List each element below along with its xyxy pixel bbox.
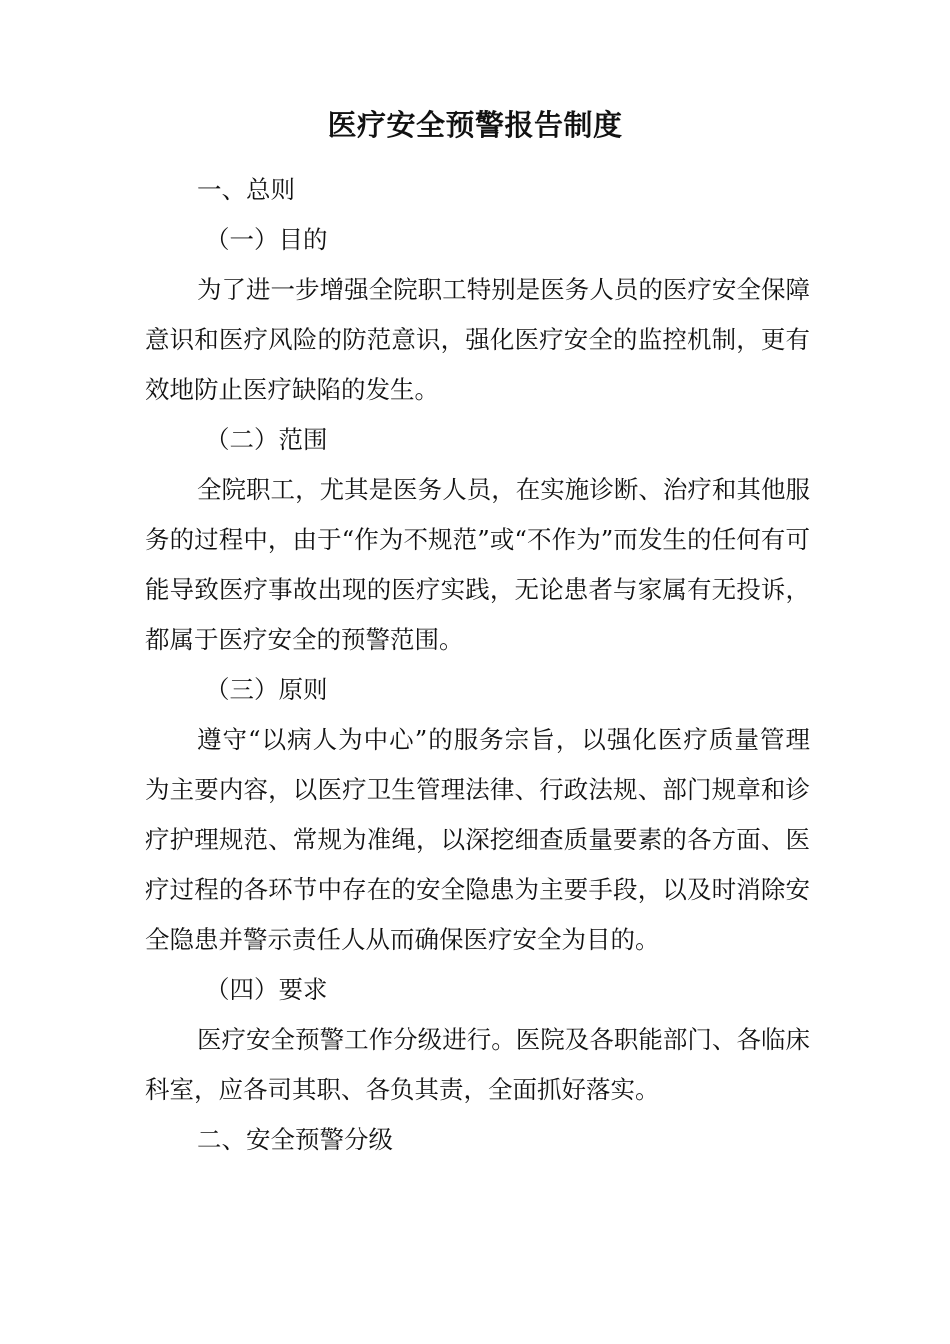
section-heading-levels: 二、安全预警分级 <box>197 1125 393 1154</box>
subsection-heading-principle: （三）原则 <box>205 675 328 704</box>
paragraph-principle: 遵守“以病人为中心”的服务宗旨，以强化医疗质量管理为主要内容，以医疗卫生管理法律、行政法规、部门规章和诊疗护理规范、常规为准绳，以深挖细查质量要素的各方面、医疗过程的各环节中存在的安全隐患为主要手段，以及时消除安全隐患并警示责任人从而确保医疗安全为目的。 <box>145 725 810 954</box>
subsection-heading-scope: （二）范围 <box>205 425 328 454</box>
section-heading-general: 一、总则 <box>197 175 295 204</box>
subsection-heading-purpose: （一）目的 <box>205 225 328 254</box>
paragraph-requirement: 医疗安全预警工作分级进行。医院及各职能部门、各临床科室，应各司其职、各负其责，全面抓好落实。 <box>145 1025 810 1104</box>
paragraph-purpose: 为了进一步增强全院职工特别是医务人员的医疗安全保障意识和医疗风险的防范意识，强化医疗安全的监控机制，更有效地防止医疗缺陷的发生。 <box>145 275 810 404</box>
document-title: 医疗安全预警报告制度 <box>327 108 623 142</box>
document-body <box>145 165 810 1165</box>
paragraph-scope: 全院职工，尤其是医务人员，在实施诊断、治疗和其他服务的过程中，由于“作为不规范”或“不作为”而发生的任何有可能导致医疗事故出现的医疗实践，无论患者与家属有无投诉，都属于医疗安全的预警范围。 <box>145 475 810 654</box>
subsection-heading-requirement: （四）要求 <box>205 975 328 1004</box>
